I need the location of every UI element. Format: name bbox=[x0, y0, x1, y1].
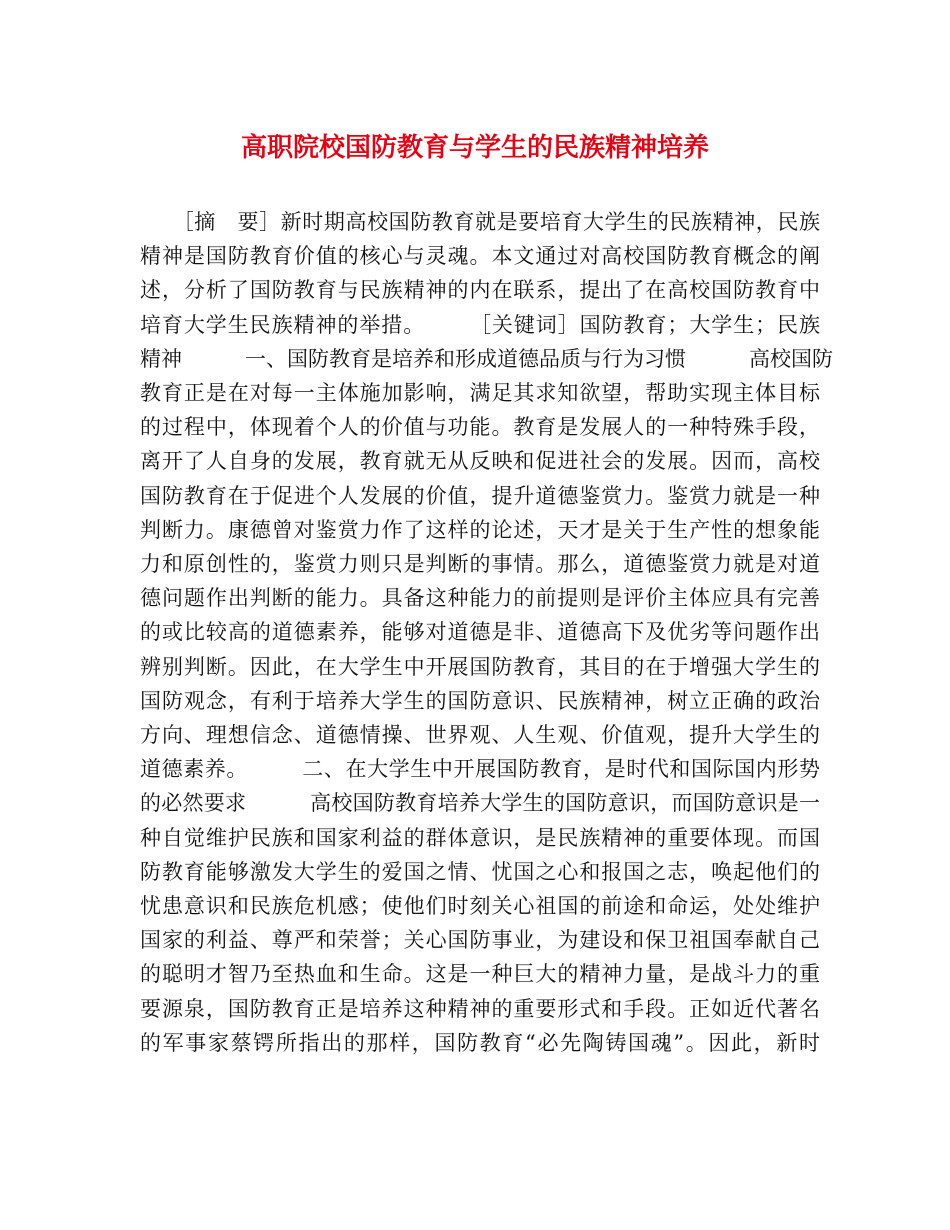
paragraph-line: 判断力。康德曾对鉴赏力作了这样的论述，天才是关于生产性的想象能 bbox=[140, 517, 820, 542]
paragraph-line: ［摘 要］新时期高校国防教育就是要培育大学生的民族精神，民族 bbox=[140, 210, 820, 234]
paragraph-line: 种自觉维护民族和国家利益的群体意识，是民族精神的重要体现。而国 bbox=[140, 825, 820, 850]
document-title: 高职院校国防教育与学生的民族精神培养 bbox=[240, 133, 709, 163]
paragraph-line: 要源泉，国防教育正是培养这种精神的重要形式和手段。正如近代著名 bbox=[140, 996, 820, 1021]
paragraph-line: 国家的利益、尊严和荣誉；关心国防事业，为建设和保卫祖国奉献自己 bbox=[140, 928, 820, 953]
paragraph-line: 培育大学生民族精神的举措。 ［关键词］国防教育；大学生；民族 bbox=[140, 312, 820, 337]
paragraph-line: 的军事家蔡锷所指出的那样，国防教育“必先陶铸国魂”。因此，新时 bbox=[140, 1030, 820, 1055]
paragraph-line: 国防教育在于促进个人发展的价值，提升道德鉴赏力。鉴赏力就是一种 bbox=[140, 483, 820, 508]
paragraph-line: 述，分析了国防教育与民族精神的内在联系，提出了在高校国防教育中 bbox=[140, 278, 820, 303]
paragraph-line: 辨别判断。因此，在大学生中开展国防教育，其目的在于增强大学生的 bbox=[140, 654, 820, 679]
paragraph-line: 精神是国防教育价值的核心与灵魂。本文通过对高校国防教育概念的阐 bbox=[140, 244, 820, 269]
paragraph-line: 教育正是在对每一主体施加影响，满足其求知欲望，帮助实现主体目标 bbox=[140, 381, 820, 405]
paragraph-line: 道德素养。 二、在大学生中开展国防教育，是时代和国际国内形势 bbox=[140, 757, 820, 782]
paragraph-line: 的过程中，体现着个人的价值与功能。教育是发展人的一种特殊手段， bbox=[140, 415, 820, 440]
paragraph-line: 防教育能够激发大学生的爱国之情、忧国之心和报国之志，唤起他们的 bbox=[140, 859, 820, 884]
paragraph-line: 力和原创性的，鉴赏力则只是判断的事情。那么，道德鉴赏力就是对道 bbox=[140, 552, 820, 576]
paragraph-line: 的必然要求 高校国防教育培养大学生的国防意识，而国防意识是一 bbox=[140, 791, 820, 816]
paragraph-line: 的聪明才智乃至热血和生命。这是一种巨大的精神力量，是战斗力的重 bbox=[140, 962, 820, 987]
paragraph-line: 的或比较高的道德素养，能够对道德是非、道德高下及优劣等问题作出 bbox=[140, 620, 820, 645]
paragraph-line: 离开了人自身的发展，教育就无从反映和促进社会的发展。因而，高校 bbox=[140, 449, 820, 474]
paragraph-line: 国防观念，有利于培养大学生的国防意识、民族精神，树立正确的政治 bbox=[140, 688, 820, 713]
paragraph-line: 德问题作出判断的能力。具备这种能力的前提则是评价主体应具有完善 bbox=[140, 586, 820, 611]
paragraph-line: 方向、理想信念、道德情操、世界观、人生观、价值观，提升大学生的 bbox=[140, 723, 820, 747]
paragraph-line: 精神 一、国防教育是培养和形成道德品质与行为习惯 高校国防 bbox=[140, 346, 833, 371]
paragraph-line: 忧患意识和民族危机感；使他们时刻关心祖国的前途和命运，处处维护 bbox=[140, 894, 820, 918]
